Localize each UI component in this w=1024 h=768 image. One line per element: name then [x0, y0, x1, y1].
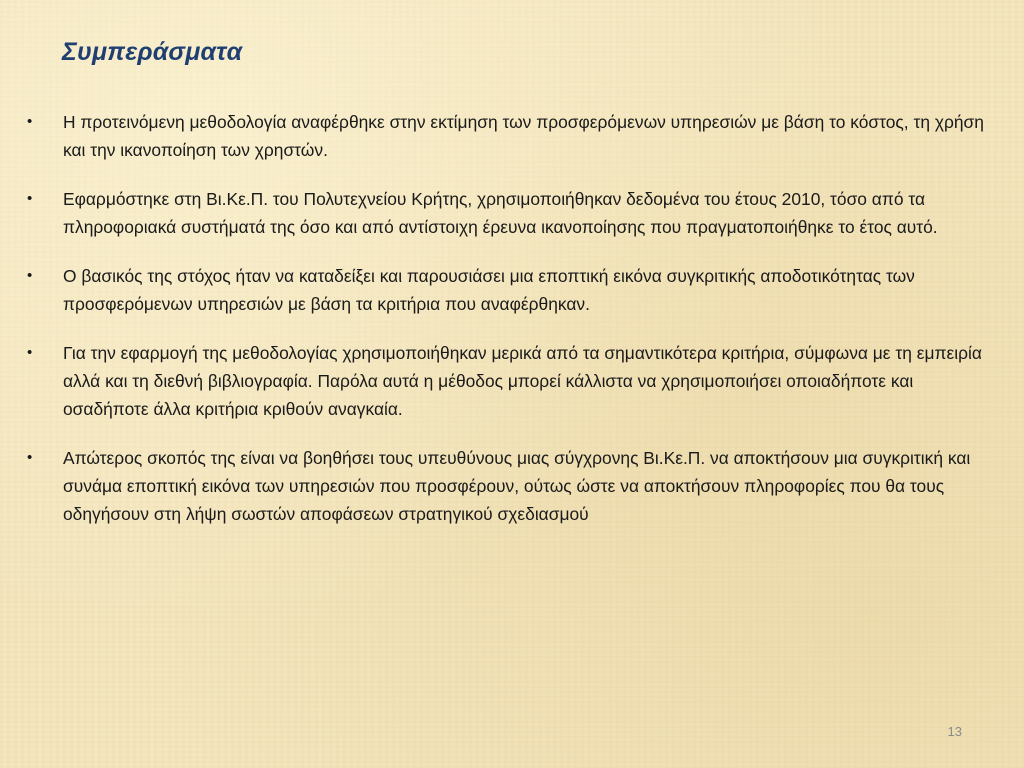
- bullet-dot-icon: •: [27, 267, 33, 284]
- bullet-text: Εφαρμόστηκε στη Βι.Κε.Π. του Πολυτεχνείου Κρήτης, χρησιμοποιήθηκαν δεδομένα του έτους 2010, τόσο από τα πληροφοριακά συστήματά της όσο και από αντίστοιχη έρευνα ικανοποίησης που πραγματοποιήθηκε το έτος αυτό.: [63, 189, 938, 237]
- bullet-text: Ο βασικός της στόχος ήταν να καταδείξει και παρουσιάσει μια εποπτική εικόνα συγκριτικής αποδοτικότητας των προσφερόμενων υπηρεσιών με βάση τα κριτήρια που αναφέρθηκαν.: [63, 266, 915, 314]
- bullet-item: [27, 108, 999, 164]
- slide-title: Συμπεράσματα: [62, 38, 243, 66]
- bullet-dot-icon: •: [27, 190, 33, 207]
- bullet-text: Για την εφαρμογή της μεθοδολογίας χρησιμοποιήθηκαν μερικά από τα σημαντικότερα κριτήρια, σύμφωνα με τη εμπειρία αλλά και τη διεθνή βιβλιογραφία. Παρόλα αυτά η μέθοδος μπορεί κάλλιστα να χρησιμοποιήσει οποιαδήποτε και οσαδήποτε άλλα κριτήρια κριθούν αναγκαία.: [63, 343, 982, 419]
- bullet-item: [27, 262, 999, 318]
- bullet-dot-icon: •: [27, 344, 33, 361]
- bullet-text: Απώτερος σκοπός της είναι να βοηθήσει τους υπευθύνους μιας σύγχρονης Βι.Κε.Π. να αποκτήσουν μια συγκριτική και συνάμα εποπτική εικόνα των υπηρεσιών που προσφέρουν, ούτως ώστε να αποκτήσουν πληροφορίες που θα τους οδηγήσουν στη λήψη σωστών αποφάσεων στρατηγικού σχεδιασμού: [63, 448, 971, 524]
- bullet-item: [27, 444, 999, 528]
- bullet-text: Η προτεινόμενη μεθοδολογία αναφέρθηκε στην εκτίμηση των προσφερόμενων υπηρεσιών με βάση το κόστος, τη χρήση και την ικανοποίηση των χρηστών.: [63, 112, 984, 160]
- bullet-list: [27, 108, 999, 549]
- bullet-dot-icon: •: [27, 113, 33, 130]
- bullet-item: [27, 339, 999, 423]
- bullet-item: [27, 185, 999, 241]
- page-number: 13: [947, 724, 962, 739]
- bullet-dot-icon: •: [27, 449, 33, 466]
